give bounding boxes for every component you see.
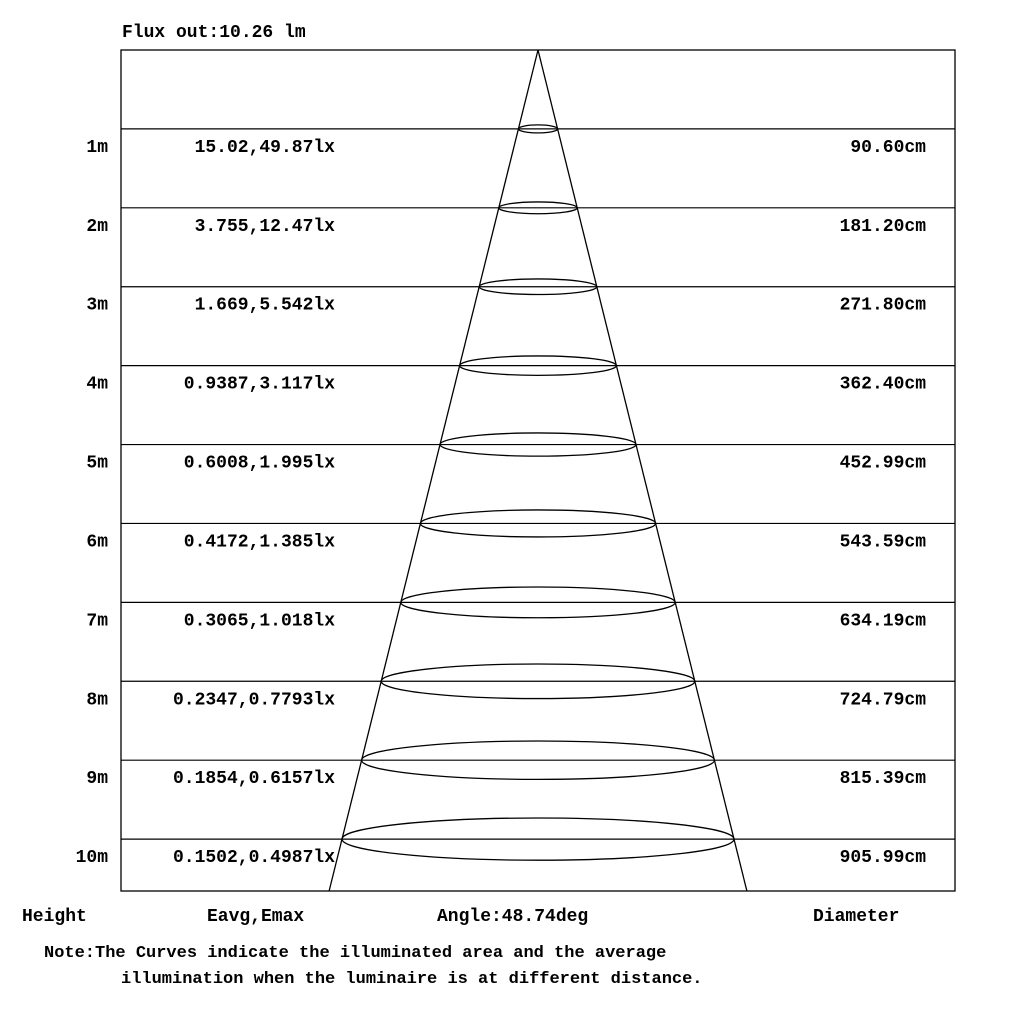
illuminance-value: 0.3065,1.018lx [183,611,335,632]
note-line-2: illumination when the luminaire is at different distance. [121,970,703,989]
height-label: 2m [86,216,108,237]
beam-cone [329,50,747,891]
illuminance-value: 0.6008,1.995lx [183,453,335,474]
diameter-column-label: Diameter [813,907,900,927]
diameter-value: 815.39cm [839,769,926,790]
illuminance-value: 0.1502,0.4987lx [172,848,335,869]
diameter-value: 543.59cm [839,532,926,553]
height-column-label: Height [22,907,87,927]
height-label: 3m [86,295,108,316]
diameter-value: 905.99cm [839,848,926,869]
illuminance-value: 3.755,12.47lx [194,216,335,237]
illuminance-value: 0.4172,1.385lx [183,532,335,553]
height-label: 8m [86,690,108,711]
diameter-value: 271.80cm [839,295,926,316]
diameter-value: 90.60cm [850,137,926,158]
flux-title: Flux out:10.26 lm [122,23,306,43]
beam-edge-left [329,50,538,891]
diameter-value: 724.79cm [839,690,926,711]
diameter-value: 362.40cm [839,374,926,395]
illuminance-value: 0.9387,3.117lx [183,374,335,395]
diameter-value: 452.99cm [839,453,926,474]
illuminance-value: 1.669,5.542lx [194,295,335,316]
height-label: 10m [75,848,108,869]
illuminance-column-label: Eavg,Emax [207,907,305,927]
height-label: 9m [86,769,108,790]
beam-edge-right [538,50,747,891]
height-label: 1m [86,137,108,158]
height-label: 7m [86,611,108,632]
illuminance-value: 15.02,49.87lx [194,137,335,158]
diameter-value: 634.19cm [839,611,926,632]
illuminance-value: 0.2347,0.7793lx [172,690,335,711]
illuminance-value: 0.1854,0.6157lx [172,769,335,790]
height-label: 6m [86,532,108,553]
height-label: 4m [86,374,108,395]
diameter-value: 181.20cm [839,216,926,237]
rows-layer [76,129,955,868]
note-line-1: Note:The Curves indicate the illuminated area and the average [44,944,667,963]
beam-angle-label: Angle:48.74deg [437,907,589,927]
height-label: 5m [86,453,108,474]
